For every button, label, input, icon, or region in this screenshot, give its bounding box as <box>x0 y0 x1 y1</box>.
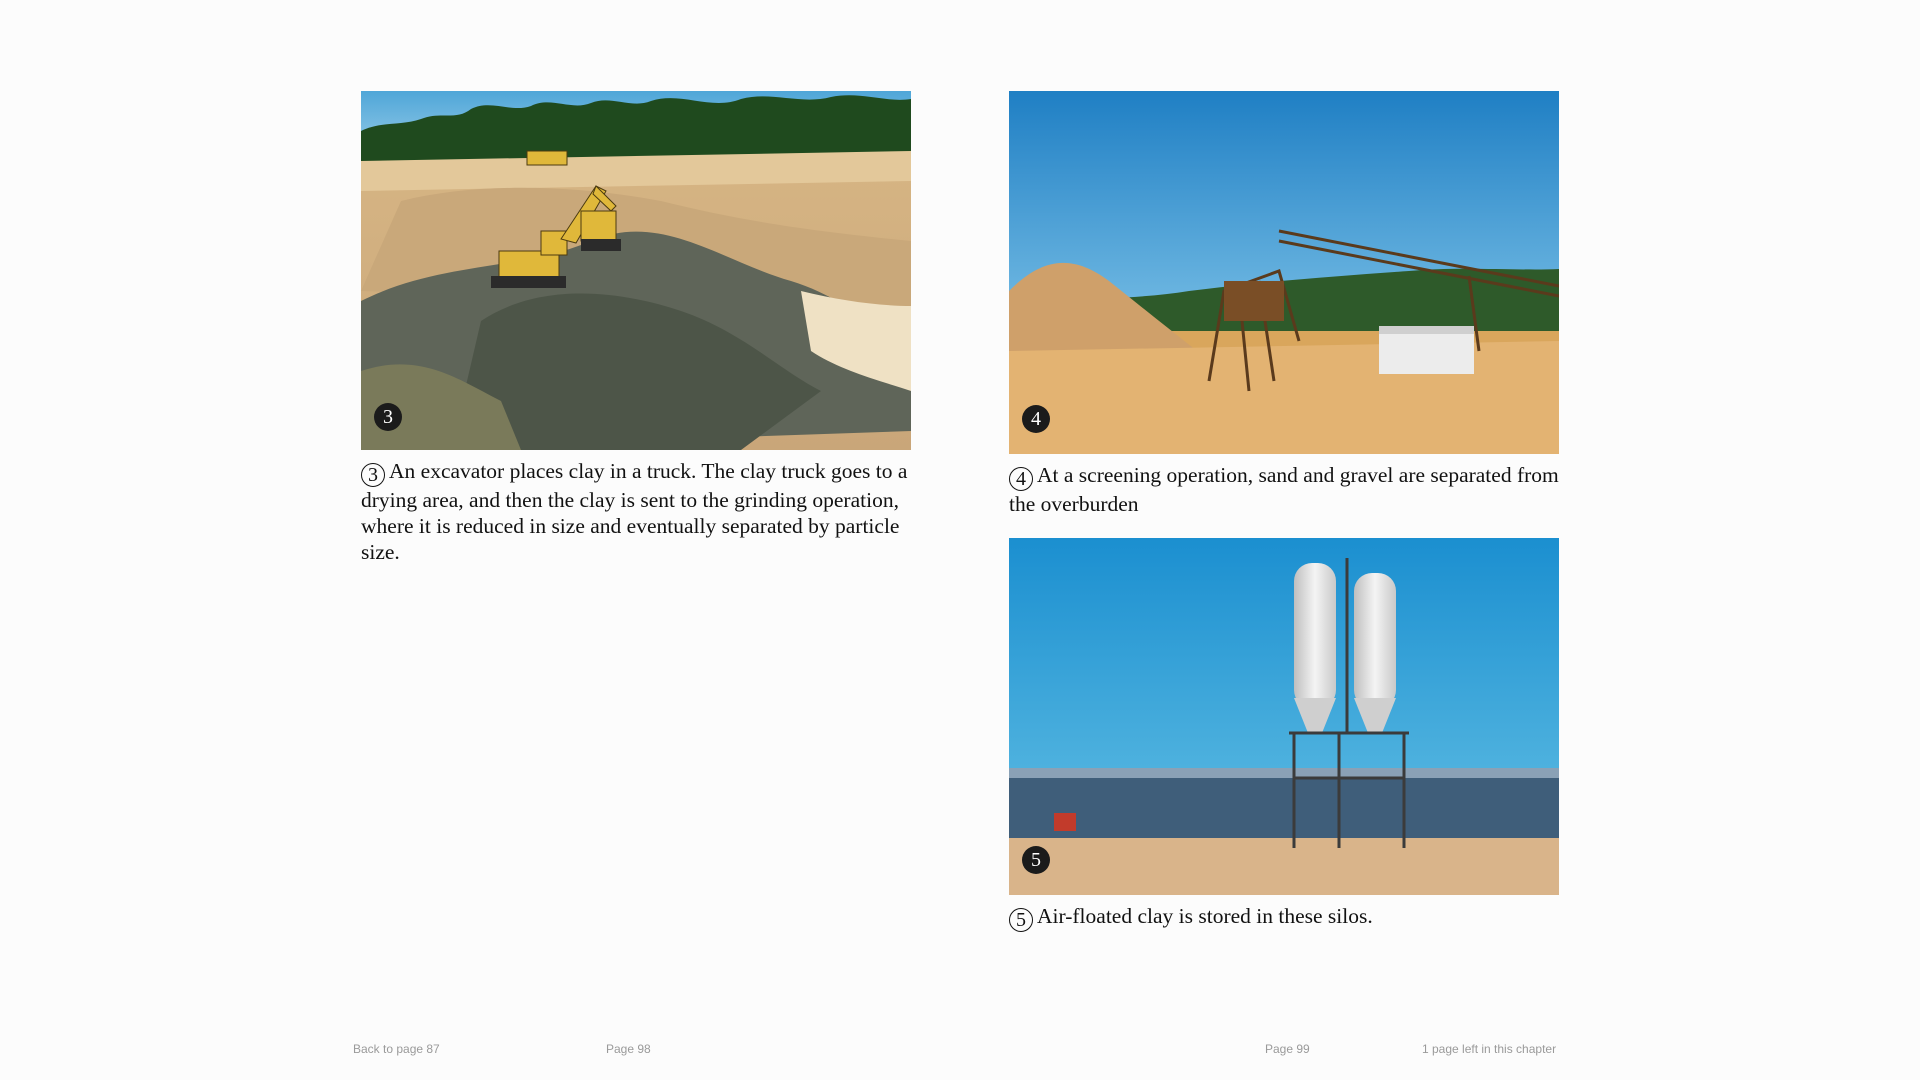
pages-left-in-chapter: 1 page left in this chapter <box>1422 1042 1557 1056</box>
figure-4-badge: 4 <box>1022 405 1050 433</box>
figure-3-number: 3 <box>361 463 385 487</box>
figure-4-number: 4 <box>1009 467 1033 491</box>
figure-3-caption-text: An excavator places clay in a truck. The clay truck goes to a drying area, and then the clay is sent to the grinding operation, where it is reduced in size and eventually separated by particle size. <box>361 459 908 564</box>
figure-3-caption <box>361 458 913 565</box>
figure-5-caption <box>1009 903 1561 932</box>
figure-5-number: 5 <box>1009 908 1033 932</box>
excavator-photo-image <box>361 91 911 450</box>
silos-photo-image <box>1009 538 1559 895</box>
figure-3-badge: 3 <box>374 403 402 431</box>
left-page-number: Page 98 <box>606 1042 651 1056</box>
figure-5-badge: 5 <box>1022 846 1050 874</box>
figure-4-photo <box>1009 91 1559 454</box>
figure-4-caption-text: At a screening operation, sand and gravel are separated from the overburden <box>1009 463 1559 516</box>
figure-4-caption <box>1009 462 1561 517</box>
figure-3-photo <box>361 91 911 450</box>
right-page-number: Page 99 <box>1265 1042 1310 1056</box>
figure-5-caption-text: Air-floated clay is stored in these silos. <box>1037 904 1373 928</box>
figure-5-photo <box>1009 538 1559 895</box>
back-to-page-link[interactable]: Back to page 87 <box>353 1042 440 1056</box>
screening-photo-image <box>1009 91 1559 454</box>
